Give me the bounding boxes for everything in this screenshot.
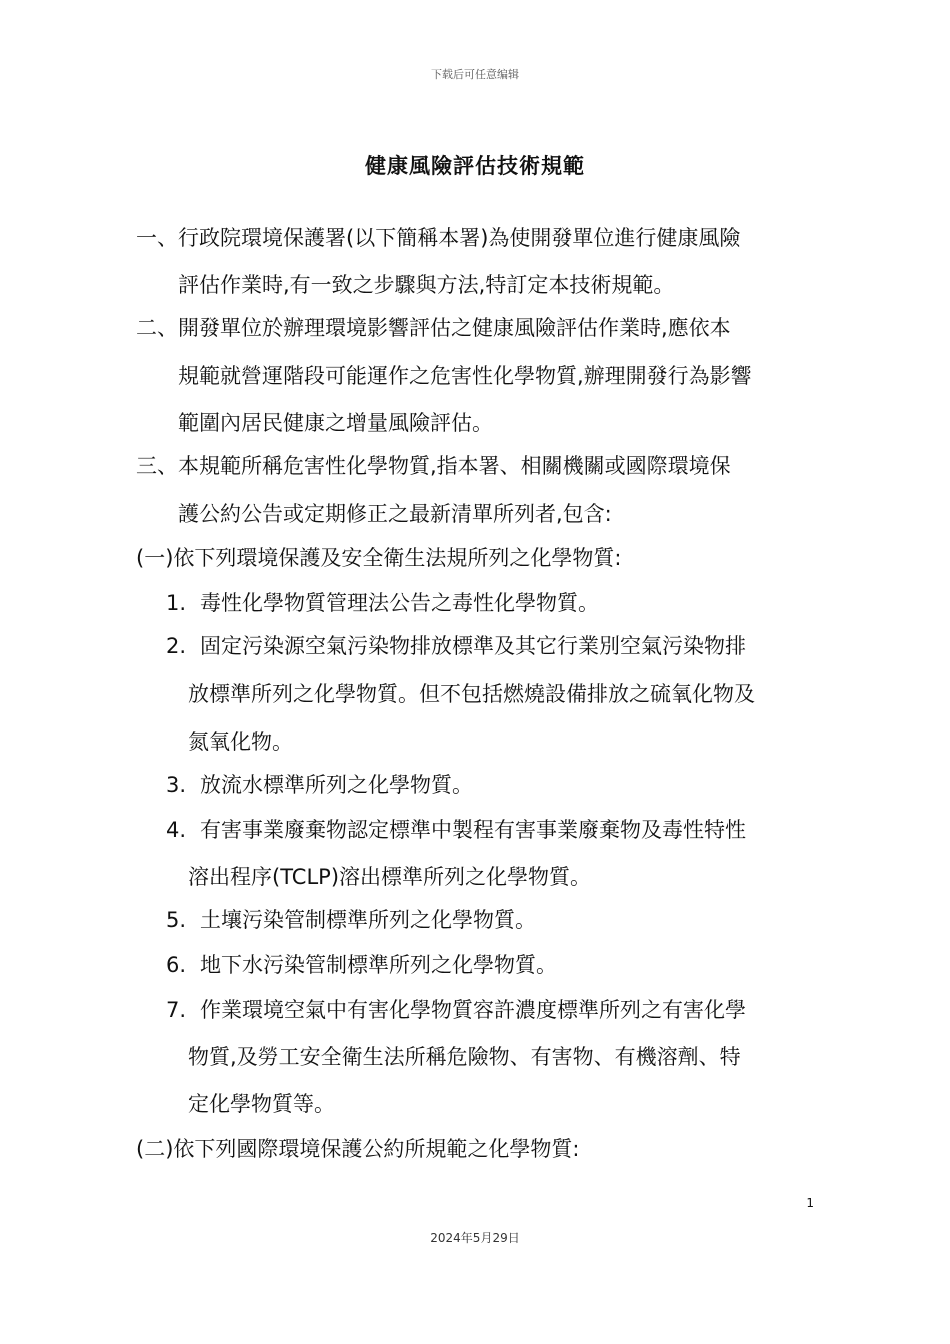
paragraph-1-line-1: 一、行政院環境保護署(以下簡稱本署)為使開發單位進行健康風險 xyxy=(136,226,741,250)
list-item-text: 地下水污染管制標準所列之化學物質。 xyxy=(200,953,557,977)
list-item-3 xyxy=(166,770,473,800)
section-1-heading: (一)依下列環境保護及安全衛生法規所列之化學物質: xyxy=(136,546,622,570)
list-item-number: 7. xyxy=(166,998,187,1022)
list-item-2 xyxy=(166,631,746,661)
list-item-number: 6. xyxy=(166,953,187,977)
list-item-number: 3. xyxy=(166,773,187,797)
list-item-number: 2. xyxy=(166,634,187,658)
list-item-number: 1. xyxy=(166,591,187,615)
list-item-text: 毒性化學物質管理法公告之毒性化學物質。 xyxy=(200,591,599,615)
list-item-text: 放流水標準所列之化學物質。 xyxy=(200,773,473,797)
list-item-7 xyxy=(166,995,746,1025)
list-item-6 xyxy=(166,950,557,980)
paragraph-3-line-1: 三、本規範所稱危害性化學物質,指本署、相關機關或國際環境保 xyxy=(136,454,731,478)
list-item-5 xyxy=(166,905,536,935)
list-item-7-line-2: 物質,及勞工安全衛生法所稱危險物、有害物、有機溶劑、特 xyxy=(188,1045,741,1069)
list-item-text: 固定污染源空氣污染物排放標準及其它行業別空氣污染物排 xyxy=(200,634,746,658)
paragraph-2-line-1: 二、開發單位於辦理環境影響評估之健康風險評估作業時,應依本 xyxy=(136,316,731,340)
paragraph-2-line-3: 範圍內居民健康之增量風險評估。 xyxy=(178,411,493,435)
paragraph-1-line-2: 評估作業時,有一致之步驟與方法,特訂定本技術規範。 xyxy=(178,273,675,297)
page-footer-date: 2024年5月29日 xyxy=(430,1231,520,1245)
list-item-text: 土壤污染管制標準所列之化學物質。 xyxy=(200,908,536,932)
list-item-7-line-3: 定化學物質等。 xyxy=(188,1092,335,1116)
list-item-4-line-2: 溶出程序(TCLP)溶出標準所列之化學物質。 xyxy=(188,865,592,889)
page-header: 下载后可任意编辑 xyxy=(431,68,519,81)
list-item-2-line-2: 放標準所列之化學物質。但不包括燃燒設備排放之硫氧化物及 xyxy=(188,682,755,706)
document-title: 健康風險評估技術規範 xyxy=(365,154,585,178)
list-item-text: 有害事業廢棄物認定標準中製程有害事業廢棄物及毒性特性 xyxy=(200,818,746,842)
list-item-4 xyxy=(166,815,746,845)
paragraph-2-line-2: 規範就營運階段可能運作之危害性化學物質,辦理開發行為影響 xyxy=(178,364,752,388)
list-item-number: 5. xyxy=(166,908,187,932)
list-item-number: 4. xyxy=(166,818,187,842)
page-number: 1 xyxy=(806,1196,814,1210)
list-item-2-line-3: 氮氧化物。 xyxy=(188,730,293,754)
section-2-heading: (二)依下列國際環境保護公約所規範之化學物質: xyxy=(136,1137,580,1161)
paragraph-3-line-2: 護公約公告或定期修正之最新清單所列者,包含: xyxy=(178,502,612,526)
list-item-text: 作業環境空氣中有害化學物質容許濃度標準所列之有害化學 xyxy=(200,998,746,1022)
list-item-1 xyxy=(166,588,599,618)
